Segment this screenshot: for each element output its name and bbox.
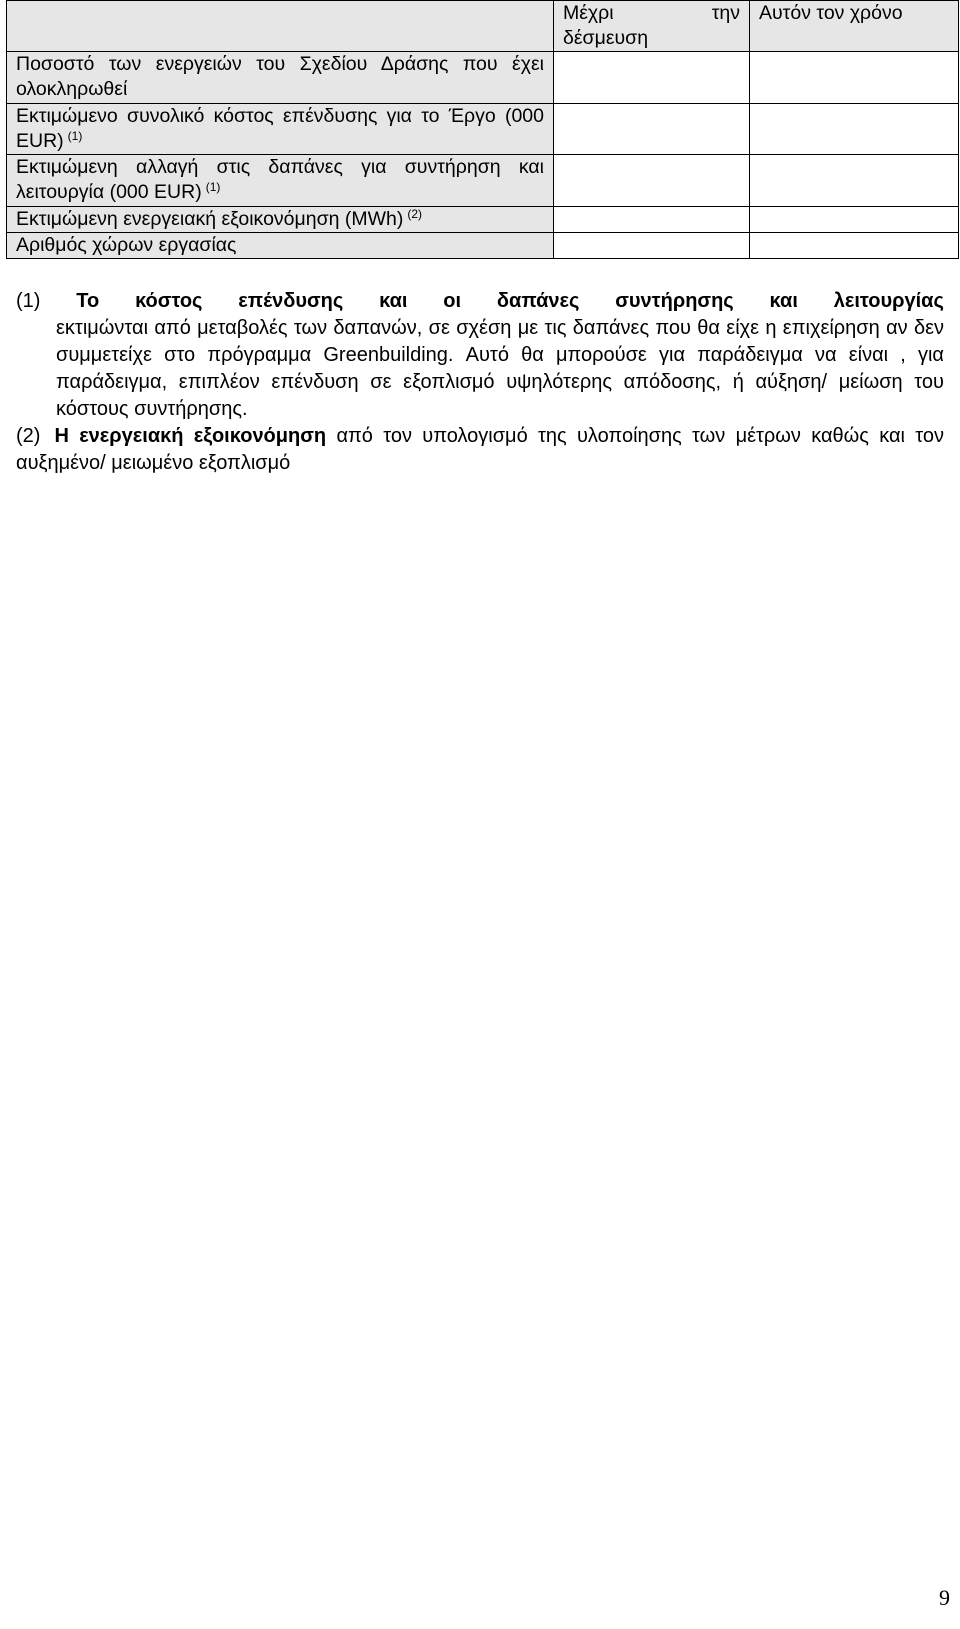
- row-label: Ποσοστό των ενεργειών του Σχεδίου Δράσης που έχει ολοκληρωθεί: [7, 52, 554, 104]
- header-until-commitment: [554, 1, 750, 52]
- row-label: Εκτιμώμενη ενεργειακή εξοικονόμηση (MWh) $^{(2)}$: [7, 207, 554, 233]
- header-a-word3: δέσμευση: [563, 27, 649, 49]
- row-label: Εκτιμώμενη αλλαγή στις δαπάνες για συντήρηση και λειτουργία (000 EUR) $^{(1)}$: [7, 155, 554, 207]
- footnote-2-bold: Η ενεργειακή εξοικονόμηση: [54, 425, 327, 447]
- footnote-1-body: εκτιμώνται από μεταβολές των δαπανών, σε σχέση με τις δαπάνες που θα είχε η επιχείρηση αν δεν συμμετείχε στο πρόγραμμα Greenbuilding. Αυτό θα μπορούσε για παράδειγμα να είναι , για παράδειγμα, επιπλέον επένδυση σε εξοπλισμό υψηλότερης απόδοσης, ή αύξηση/ μείωση του κόστους συντήρησης.: [56, 317, 944, 420]
- value-cell[interactable]: [554, 233, 750, 259]
- footnote-1: [16, 288, 944, 423]
- footnotes: [16, 288, 944, 477]
- header-a-word1: Μέχρι: [563, 2, 614, 24]
- table-row: [7, 52, 959, 104]
- value-cell[interactable]: [554, 52, 750, 104]
- value-cell[interactable]: [554, 155, 750, 207]
- footnote-2: [16, 423, 944, 477]
- footnote-2-body: από τον υπολογισμό της υλοποίησης των μέτρων καθώς και τον αυξημένο/ μειωμένο εξοπλισμό: [16, 425, 944, 474]
- page-number: 9: [939, 1585, 950, 1610]
- header-this-year: Αυτόν τον χρόνο: [750, 1, 959, 52]
- table-row: [7, 233, 959, 259]
- row-label: Αριθμός χώρων εργασίας: [7, 233, 554, 259]
- value-cell[interactable]: [554, 104, 750, 155]
- footnote-ref: (1): [67, 128, 83, 143]
- footnote-2-marker: (2): [16, 425, 41, 447]
- progress-table: [6, 0, 959, 259]
- footnote-ref: (2): [407, 206, 423, 221]
- footnote-1-marker: (1): [16, 290, 41, 312]
- value-cell[interactable]: [554, 207, 750, 233]
- value-cell[interactable]: [750, 155, 959, 207]
- footnote-ref: (1): [205, 179, 221, 194]
- row-label: Εκτιμώμενο συνολικό κόστος επένδυσης για το Έργο (000 EUR) $^{(1)}$: [7, 104, 554, 155]
- value-cell[interactable]: [750, 104, 959, 155]
- header-empty-cell: [7, 1, 554, 52]
- value-cell[interactable]: [750, 207, 959, 233]
- table-row: [7, 104, 959, 155]
- footnote-1-heading: (1) Το κόστος επένδυσης και οι δαπάνες συντήρησης και λειτουργίας: [16, 288, 944, 315]
- value-cell[interactable]: [750, 233, 959, 259]
- value-cell[interactable]: [750, 52, 959, 104]
- table-row: [7, 207, 959, 233]
- table-header-row: [7, 1, 959, 52]
- table-row: [7, 155, 959, 207]
- header-a-word2: την: [711, 2, 740, 24]
